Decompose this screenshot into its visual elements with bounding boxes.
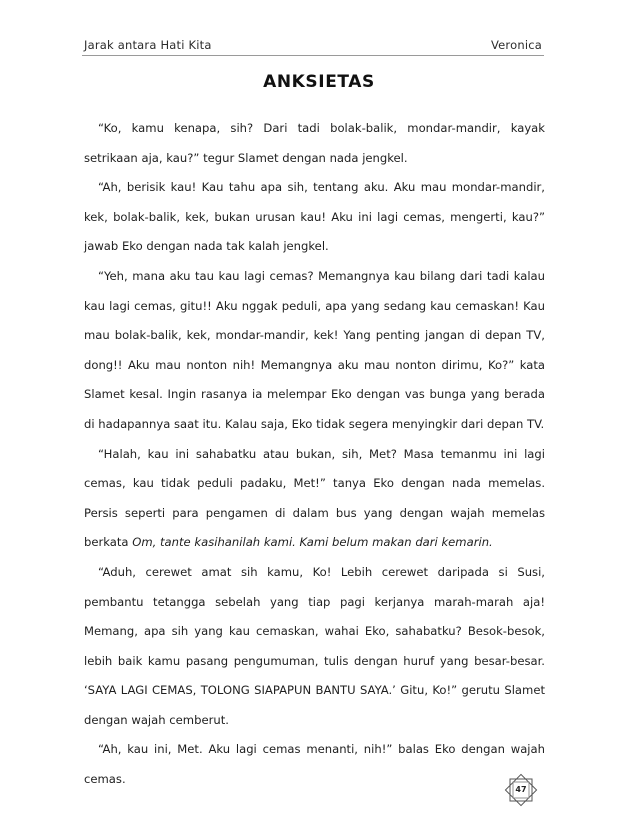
paragraph-2-text: “Ah, berisik kau! Kau tahu apa sih, tentang aku. Aku mau mondar-mandir, kek, bolak-balik, kek, bukan urusan kau! Aku ini lagi cemas, mengerti, kau?” jawab Eko dengan nada tak kalah jengkel.: [84, 180, 545, 254]
header-divider: [82, 55, 544, 56]
paragraph-4: [84, 440, 545, 558]
paragraph-5-text: “Aduh, cerewet amat sih kamu, Ko! Lebih cerewet daripada si Susi, pembantu tetangga sebelah yang tiap pagi kerjanya marah-marah aja! Memang, apa sih yang kau cemaskan, wahai Eko, sahabatku? Besok-besok, lebih baik kamu pasang pengumuman, tulis dengan huruf yang besar-besar. ‘SAYA LAGI CEMAS, TOLONG SIAPAPUN BANTU SAYA.’ Gitu, Ko!” gerutu Slamet dengan wajah cemberut.: [84, 564, 545, 727]
running-header-title: Jarak antara Hati Kita: [84, 38, 212, 52]
paragraph-4-italic: Om, tante kasihanilah kami. Kami belum makan dari kemarin.: [132, 535, 493, 550]
page-number-badge: [502, 771, 540, 809]
paragraph-1-text: “Ko, kamu kenapa, sih? Dari tadi bolak-balik, mondar-mandir, kayak setrikaan aja, kau?” tegur Slamet dengan nada jengkel.: [84, 121, 545, 165]
chapter-body: [84, 114, 545, 795]
paragraph-6-text: “Ah, kau ini, Met. Aku lagi cemas menanti, nih!” balas Eko dengan wajah cemas.: [84, 742, 545, 787]
paragraph-5: [84, 558, 545, 736]
page-number: 47: [515, 785, 527, 794]
running-header-author: Veronica: [490, 38, 542, 52]
paragraph-3-text: “Yeh, mana aku tau kau lagi cemas? Memangnya kau bilang dari tadi kalau kau lagi cemas, gitu!! Aku nggak peduli, apa yang sedang kau cemaskan! Kau mau bolak-balik, kek, mondar-mandir, kek! Yang penting jangan di depan TV, dong!! Aku mau nonton nih! Memangnya aku mau nonton dirimu, Ko?” kata Slamet kesal. Ingin rasanya ia melempar Eko dengan vas bunga yang berada di hadapannya saat itu. Kalau saja, Eko tidak segera menyingkir dari depan TV.: [84, 268, 545, 431]
paragraph-1: [84, 114, 545, 173]
paragraph-4-text: “Halah, kau ini sahabatku atau bukan, sih, Met? Masa temanmu ini lagi cemas, kau tidak peduli padaku, Met!” tanya Eko dengan nada memelas. Persis seperti para pengamen di dalam bus yang dengan wajah memelas berkata: [84, 446, 545, 550]
chapter-title: ANKSIETAS: [263, 72, 375, 92]
paragraph-6: [84, 735, 545, 794]
paragraph-3: [84, 262, 545, 440]
paragraph-2: [84, 173, 545, 262]
